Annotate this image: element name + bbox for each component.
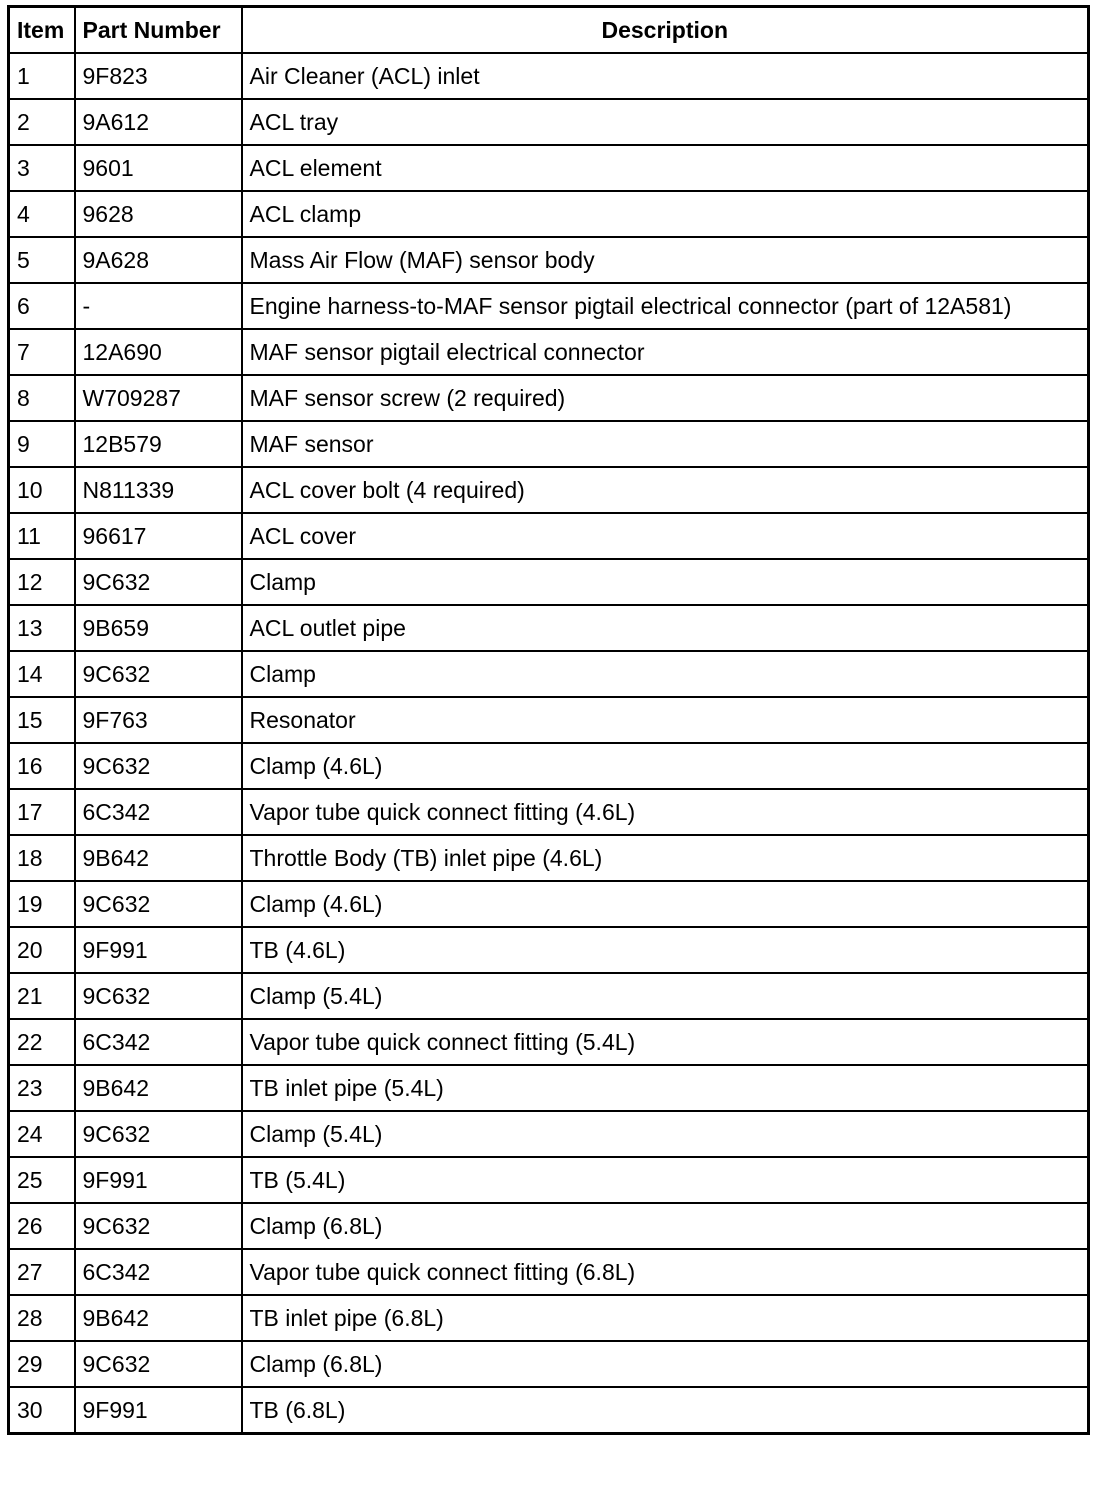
description-cell: ACL clamp — [242, 191, 1089, 237]
item-cell: 16 — [9, 743, 75, 789]
item-cell: 28 — [9, 1295, 75, 1341]
table-row — [9, 467, 1089, 513]
description-cell: TB inlet pipe (5.4L) — [242, 1065, 1089, 1111]
description-cell: Engine harness-to-MAF sensor pigtail electrical connector (part of 12A581) — [242, 283, 1089, 329]
table-row — [9, 697, 1089, 743]
table-row — [9, 1111, 1089, 1157]
table-row — [9, 1249, 1089, 1295]
description-cell: Throttle Body (TB) inlet pipe (4.6L) — [242, 835, 1089, 881]
description-cell: ACL tray — [242, 99, 1089, 145]
part-number-cell: 9B642 — [75, 1295, 242, 1341]
table-row — [9, 1019, 1089, 1065]
table-row — [9, 927, 1089, 973]
table-row — [9, 973, 1089, 1019]
item-cell: 6 — [9, 283, 75, 329]
part-number-cell: 6C342 — [75, 1019, 242, 1065]
description-cell: TB inlet pipe (6.8L) — [242, 1295, 1089, 1341]
part-number-cell: 9B642 — [75, 1065, 242, 1111]
item-cell: 17 — [9, 789, 75, 835]
description-cell: Clamp (6.8L) — [242, 1341, 1089, 1387]
table-row — [9, 743, 1089, 789]
item-cell: 21 — [9, 973, 75, 1019]
description-cell: MAF sensor — [242, 421, 1089, 467]
description-cell: ACL cover — [242, 513, 1089, 559]
item-cell: 18 — [9, 835, 75, 881]
table-row — [9, 513, 1089, 559]
column-header-item: Item — [9, 7, 75, 54]
item-cell: 24 — [9, 1111, 75, 1157]
description-cell: Clamp (5.4L) — [242, 1111, 1089, 1157]
item-cell: 8 — [9, 375, 75, 421]
description-cell: Clamp (5.4L) — [242, 973, 1089, 1019]
description-cell: Clamp (4.6L) — [242, 881, 1089, 927]
description-cell: Vapor tube quick connect fitting (6.8L) — [242, 1249, 1089, 1295]
description-cell: MAF sensor pigtail electrical connector — [242, 329, 1089, 375]
description-cell: ACL outlet pipe — [242, 605, 1089, 651]
table-row — [9, 1065, 1089, 1111]
item-cell: 5 — [9, 237, 75, 283]
item-cell: 20 — [9, 927, 75, 973]
description-cell: Vapor tube quick connect fitting (4.6L) — [242, 789, 1089, 835]
item-cell: 30 — [9, 1387, 75, 1434]
part-number-cell: 9C632 — [75, 1341, 242, 1387]
item-cell: 9 — [9, 421, 75, 467]
part-number-cell: 9B642 — [75, 835, 242, 881]
part-number-cell: - — [75, 283, 242, 329]
item-cell: 1 — [9, 53, 75, 99]
table-row — [9, 421, 1089, 467]
description-cell: Vapor tube quick connect fitting (5.4L) — [242, 1019, 1089, 1065]
header-row — [9, 7, 1089, 54]
table-row — [9, 1341, 1089, 1387]
description-cell: Clamp — [242, 559, 1089, 605]
part-number-cell: 6C342 — [75, 789, 242, 835]
description-cell: Resonator — [242, 697, 1089, 743]
table-row — [9, 329, 1089, 375]
table-row — [9, 191, 1089, 237]
table-row — [9, 283, 1089, 329]
item-cell: 29 — [9, 1341, 75, 1387]
part-number-cell: 9C632 — [75, 973, 242, 1019]
part-number-cell: 9601 — [75, 145, 242, 191]
part-number-cell: 96617 — [75, 513, 242, 559]
table-row — [9, 835, 1089, 881]
part-number-cell: 9F991 — [75, 1387, 242, 1434]
part-number-cell: 9A628 — [75, 237, 242, 283]
description-cell: Clamp — [242, 651, 1089, 697]
part-number-cell: 9C632 — [75, 1111, 242, 1157]
table-row — [9, 237, 1089, 283]
description-cell: ACL element — [242, 145, 1089, 191]
part-number-cell: 9F991 — [75, 927, 242, 973]
part-number-cell: 9B659 — [75, 605, 242, 651]
item-cell: 2 — [9, 99, 75, 145]
description-cell: Air Cleaner (ACL) inlet — [242, 53, 1089, 99]
table-row — [9, 881, 1089, 927]
table-row — [9, 375, 1089, 421]
table-row — [9, 651, 1089, 697]
part-number-cell: 6C342 — [75, 1249, 242, 1295]
item-cell: 15 — [9, 697, 75, 743]
part-number-cell: 9C632 — [75, 1203, 242, 1249]
description-cell: TB (5.4L) — [242, 1157, 1089, 1203]
part-number-cell: 12B579 — [75, 421, 242, 467]
item-cell: 14 — [9, 651, 75, 697]
table-row — [9, 605, 1089, 651]
description-cell: ACL cover bolt (4 required) — [242, 467, 1089, 513]
column-header-part-number: Part Number — [75, 7, 242, 54]
item-cell: 7 — [9, 329, 75, 375]
description-cell: Clamp (4.6L) — [242, 743, 1089, 789]
table-row — [9, 789, 1089, 835]
item-cell: 26 — [9, 1203, 75, 1249]
part-number-cell: 9C632 — [75, 881, 242, 927]
part-number-cell: 9C632 — [75, 559, 242, 605]
item-cell: 12 — [9, 559, 75, 605]
item-cell: 13 — [9, 605, 75, 651]
table-row — [9, 1203, 1089, 1249]
table-row — [9, 99, 1089, 145]
table-row — [9, 53, 1089, 99]
part-number-cell: 9A612 — [75, 99, 242, 145]
part-number-cell: 12A690 — [75, 329, 242, 375]
table-row — [9, 1295, 1089, 1341]
part-number-cell: 9F823 — [75, 53, 242, 99]
table-row — [9, 1157, 1089, 1203]
part-number-cell: 9C632 — [75, 743, 242, 789]
item-cell: 10 — [9, 467, 75, 513]
table-row — [9, 1387, 1089, 1434]
parts-table — [7, 5, 1090, 1435]
part-number-cell: 9C632 — [75, 651, 242, 697]
table-row — [9, 559, 1089, 605]
item-cell: 4 — [9, 191, 75, 237]
table-body — [9, 53, 1089, 1434]
part-number-cell: W709287 — [75, 375, 242, 421]
column-header-description: Description — [242, 7, 1089, 54]
part-number-cell: 9F991 — [75, 1157, 242, 1203]
part-number-cell: 9F763 — [75, 697, 242, 743]
item-cell: 22 — [9, 1019, 75, 1065]
item-cell: 19 — [9, 881, 75, 927]
item-cell: 25 — [9, 1157, 75, 1203]
table-row — [9, 145, 1089, 191]
part-number-cell: 9628 — [75, 191, 242, 237]
item-cell: 27 — [9, 1249, 75, 1295]
description-cell: TB (4.6L) — [242, 927, 1089, 973]
description-cell: Clamp (6.8L) — [242, 1203, 1089, 1249]
item-cell: 23 — [9, 1065, 75, 1111]
part-number-cell: N811339 — [75, 467, 242, 513]
item-cell: 11 — [9, 513, 75, 559]
description-cell: Mass Air Flow (MAF) sensor body — [242, 237, 1089, 283]
description-cell: MAF sensor screw (2 required) — [242, 375, 1089, 421]
description-cell: TB (6.8L) — [242, 1387, 1089, 1434]
item-cell: 3 — [9, 145, 75, 191]
